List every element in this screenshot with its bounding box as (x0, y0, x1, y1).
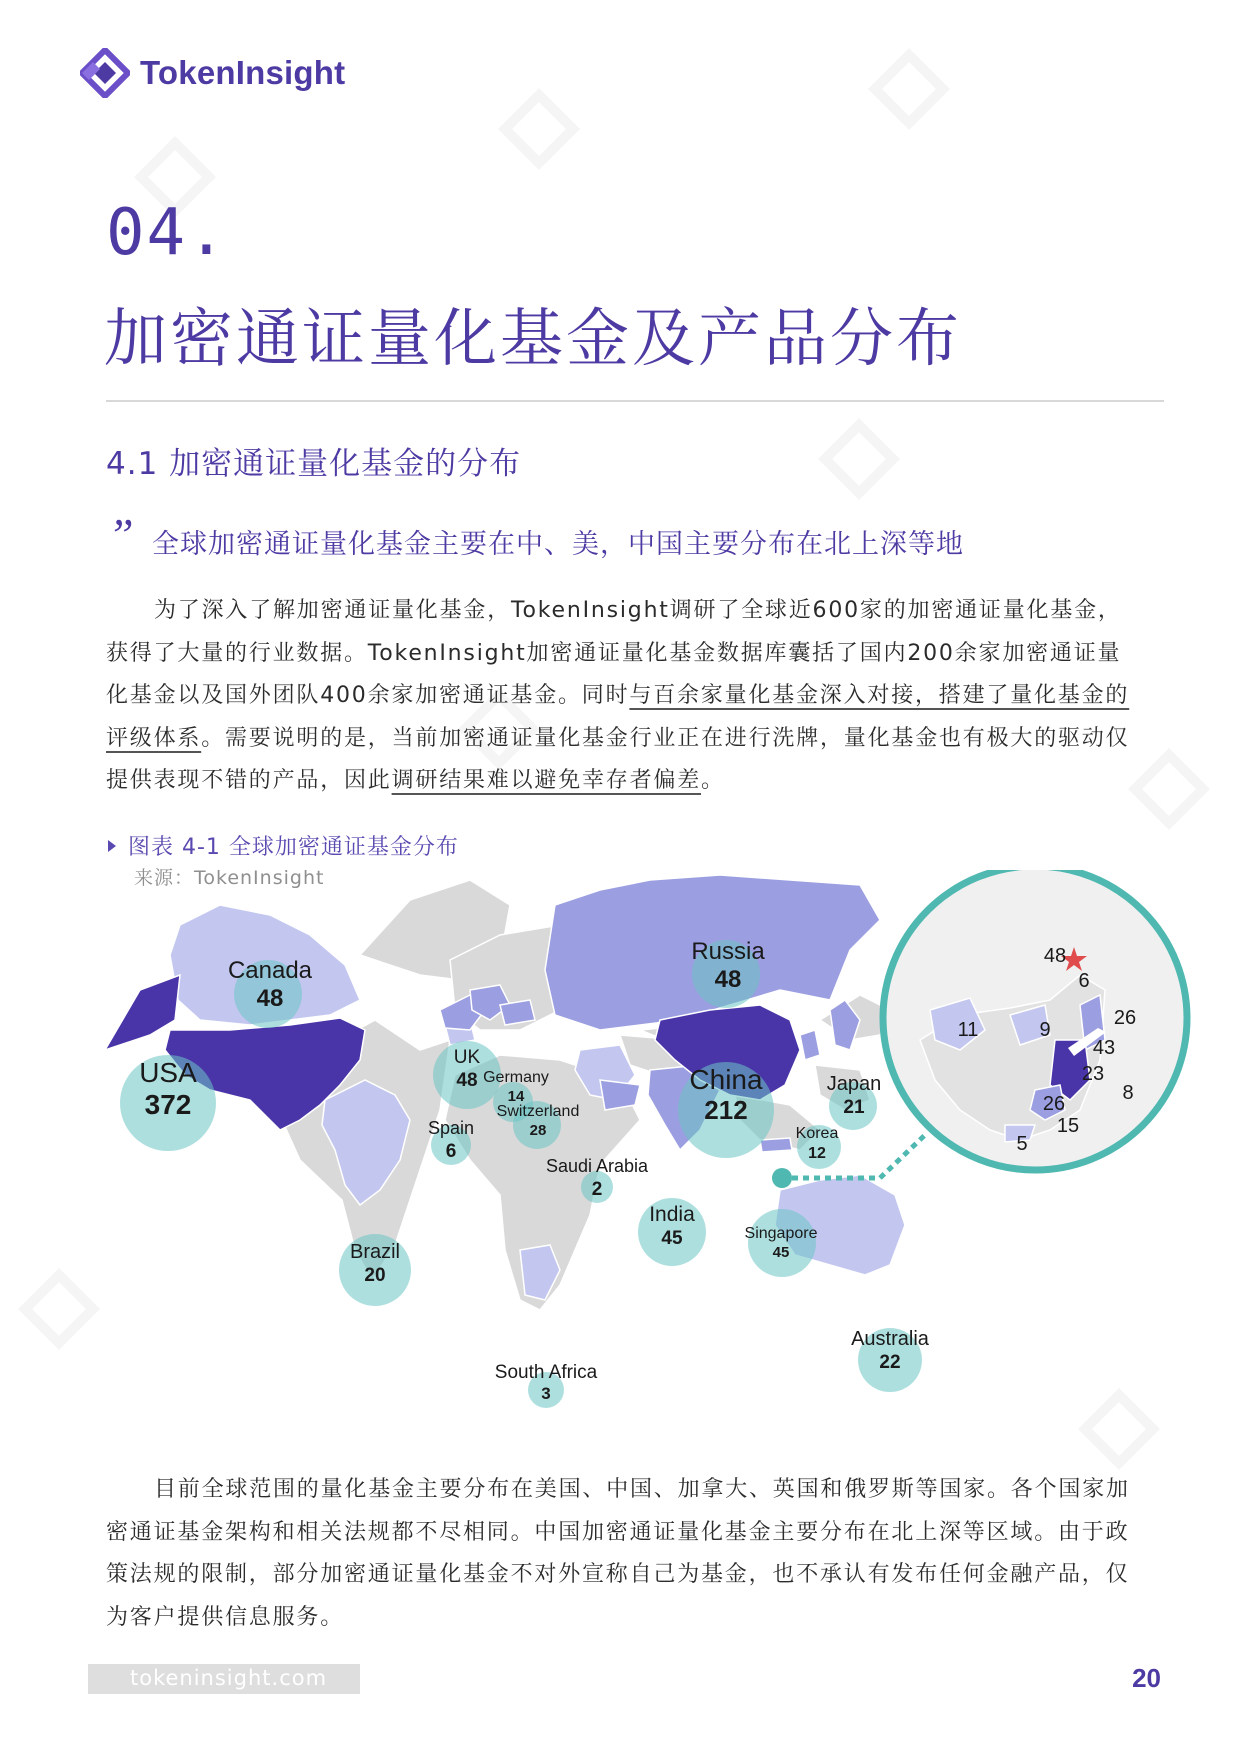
key-finding: 全球加密通证量化基金主要在中、美，中国主要分布在北上深等地 (152, 529, 964, 560)
country-name-south-africa: South Africa (494, 1362, 598, 1383)
country-name-canada: Canada (227, 957, 313, 984)
watermark-logo (818, 418, 900, 500)
china-inset (883, 870, 1187, 1170)
country-name-japan: Japan (826, 1073, 882, 1095)
country-name-germany: Germany (483, 1069, 549, 1086)
country-value-usa: 372 (144, 1089, 192, 1120)
country-name-india: India (649, 1203, 695, 1226)
country-value-uk: 48 (456, 1070, 478, 1091)
country-name-china: China (689, 1064, 763, 1095)
country-value-germany: 14 (507, 1088, 525, 1105)
country-value-australia: 22 (879, 1352, 901, 1373)
country-value-brazil: 20 (364, 1265, 386, 1286)
caret-right-icon (108, 840, 116, 852)
section-title: 4.1 加密通证量化基金的分布 (106, 446, 522, 482)
underlined-text: 与百余家量化基金深入对接，搭建了量化基金的评级体系 (106, 683, 1130, 751)
paragraph-text: 。 (701, 768, 725, 793)
country-value-south-africa: 3 (541, 1384, 551, 1403)
watermark-logo (1128, 748, 1210, 830)
country-value-china: 212 (704, 1095, 748, 1125)
country-value-saudi-arabia: 2 (591, 1179, 603, 1200)
china-region-value: 5 (1016, 1133, 1028, 1155)
country-value-canada: 48 (256, 985, 284, 1012)
country-value-india: 45 (661, 1228, 683, 1249)
figure-caption (108, 830, 459, 861)
country-name-spain: Spain (427, 1118, 475, 1138)
country-value-russia: 48 (714, 966, 742, 993)
watermark-logo (868, 48, 950, 130)
china-region-value: 26 (1042, 1093, 1066, 1115)
country-name-saudi-arabia: Saudi Arabia (545, 1156, 649, 1176)
tokeninsight-logo-icon (80, 48, 130, 98)
china-region-value: 23 (1081, 1063, 1105, 1085)
country-name-australia: Australia (851, 1328, 929, 1350)
china-region-value: 8 (1122, 1082, 1134, 1104)
china-region-value: 43 (1092, 1037, 1116, 1059)
figure-source: 来源：TokenInsight (134, 867, 325, 889)
china-region-value: 6 (1078, 970, 1090, 992)
world-fund-map (0, 870, 1237, 1470)
chapter-title: 加密通证量化基金及产品分布 (104, 302, 962, 375)
china-region-value: 26 (1113, 1007, 1137, 1029)
china-region-value: 11 (957, 1019, 979, 1041)
divider (106, 400, 1164, 402)
country-name-korea: Korea (795, 1125, 839, 1142)
country-value-japan: 21 (843, 1097, 865, 1118)
country-value-korea: 12 (808, 1145, 826, 1162)
country-name-usa: USA (139, 1057, 197, 1088)
paragraph-text: 。需要说明的是，当前加密通证量化基金行业正在进行洗牌，量化基金也有极大的驱动仅提供表现不错的产品，因此 (106, 725, 1130, 793)
country-name-russia: Russia (691, 938, 765, 965)
brand-logo[interactable] (80, 48, 345, 98)
summary-paragraph: 目前全球范围的量化基金主要分布在美国、中国、加拿大、英国和俄罗斯等国家。各个国家加密通证基金架构和相关法规都不尽相同。中国加密通证量化基金主要分布在北上深等区域。由于政策法规的限制，部分加密通证量化基金不对外宣称自己为基金，也不承认有发布任何金融产品，仅为客户提供信息服务。 (106, 1477, 1130, 1630)
watermark-logo (498, 88, 580, 170)
china-region-value: 15 (1056, 1115, 1080, 1137)
china-region-value: 48 (1043, 945, 1067, 967)
chapter-number: 04. (106, 196, 228, 270)
figure-caption-text: 图表 4-1 全球加密通证基金分布 (128, 835, 459, 860)
quote-icon: ” (108, 509, 134, 560)
website-link[interactable]: tokeninsight.com (130, 1666, 328, 1690)
page-number: 20 (1132, 1663, 1161, 1693)
country-name-uk: UK (453, 1047, 481, 1068)
paragraph-text: 为了深入了解加密通证量化基金，TokenInsight调研了全球近600家的加密通证量化基金，获得了大量的行业数据。TokenInsight加密通证量化基金数据库囊括了国内200余家加密通证量化基金以及国外团队400余家加密通证基金。同时 (106, 598, 1122, 708)
china-region-value: 9 (1039, 1019, 1051, 1041)
country-name-brazil: Brazil (349, 1241, 401, 1263)
country-value-switzerland: 28 (529, 1122, 547, 1139)
country-name-switzerland: Switzerland (496, 1103, 580, 1120)
intro-paragraph (106, 590, 1136, 803)
country-value-singapore: 45 (772, 1244, 790, 1261)
china-region-marker (772, 1168, 792, 1188)
country-value-spain: 6 (445, 1141, 457, 1162)
brand-name: TokenInsight (140, 54, 346, 91)
underlined-text: 调研结果难以避免幸存者偏差 (391, 768, 702, 793)
country-name-singapore: Singapore (744, 1225, 818, 1242)
